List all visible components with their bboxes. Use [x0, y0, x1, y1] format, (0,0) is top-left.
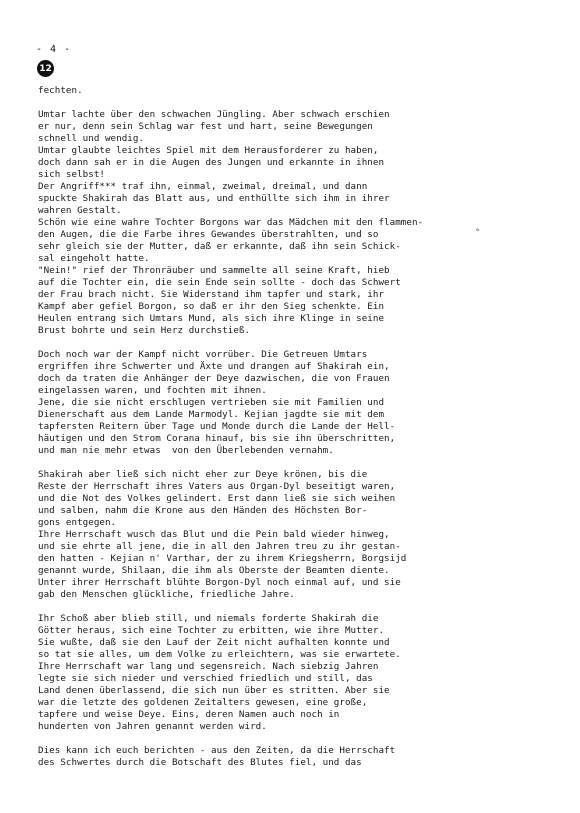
text-line: Land denen überlassend, die sich nun über es stritten. Aber sie	[38, 685, 390, 696]
text-line: doch da traten die Anhänger der Deye dazwischen, die von Frauen	[38, 373, 390, 384]
text-line: Götter heraus, sich eine Tochter zu erbitten, wie ihre Mutter.	[38, 625, 385, 636]
text-line: so tat sie alles, um dem Volke zu erleichtern, was sie erwartete.	[38, 649, 401, 660]
text-line: eingelassen waren, und fochten mit ihnen.	[38, 385, 267, 396]
text-line: Umtar glaubte leichtes Spiel mit dem Herausforderer zu haben,	[38, 145, 379, 156]
text-line: auf die Tochter ein, die sein Ende sein sollte - doch das Schwert	[38, 277, 401, 288]
page-badge: 12	[37, 60, 54, 77]
text-line: Sie wußte, daß sie den Lauf der Zeit nicht aufhalten konnte und	[38, 637, 390, 648]
text-line: Reste der Herrschaft ihres Vaters aus Organ-Dyl beseitigt waren,	[38, 481, 396, 492]
text-line: Shakirah aber ließ sich nicht eher zur Deye krönen, bis die	[38, 469, 368, 480]
text-line: und salben, nahm die Krone aus den Händen des Höchsten Bor-	[38, 505, 368, 516]
text-line: Umtar lachte über den schwachen Jüngling. Aber schwach erschien	[38, 109, 390, 120]
margin-mark: °	[475, 228, 481, 238]
text-line: "Nein!" rief der Thronräuber und sammelte all seine Kraft, hieb	[38, 265, 390, 276]
text-line: häutigen und den Strom Corana hinauf, bis sie ihn überschritten,	[38, 433, 396, 444]
text-line: des Schwertes durch die Botschaft des Blutes fiel, und das	[38, 757, 362, 768]
text-line: der Frau brach nicht. Sie Widerstand ihm tapfer und stark, ihr	[38, 289, 385, 300]
text-line: ergriffen ihre Schwerter und Äxte und drangen auf Shakirah ein,	[38, 361, 390, 372]
text-line: Heulen entrang sich Umtars Mund, als sich ihre Klinge in seine	[38, 313, 385, 324]
paragraph	[38, 109, 568, 337]
text-line: wahren Gestalt.	[38, 205, 122, 216]
text-line: gons entgegen.	[38, 517, 117, 528]
text-line: Ihr Schoß aber blieb still, und niemals forderte Shakirah die	[38, 613, 379, 624]
paragraph	[38, 85, 568, 97]
text-line: tapfersten Reitern über Tage und Monde durch die Lande der Hell-	[38, 421, 396, 432]
text-line: sehr gleich sie der Mutter, daß er erkannte, daß ihn sein Schick-	[38, 241, 401, 252]
text-line: Brust bohrte und sein Herz durchstieß.	[38, 325, 251, 336]
text-line: Kampf aber gefiel Borgon, so daß er ihr den Sieg schenkte. Ein	[38, 301, 385, 312]
text-line: Schön wie eine wahre Tochter Borgons war das Mädchen mit den flammen-	[38, 217, 424, 228]
text-line: doch dann sah er in die Augen des Jungen und erkannte in ihnen	[38, 157, 385, 168]
paragraph	[38, 613, 568, 733]
page-number: - 4 -	[36, 44, 72, 55]
text-line: Dienerschaft aus dem Lande Marmodyl. Kejian jagdte sie mit dem	[38, 409, 385, 420]
text-line: den hatten - Kejian n' Varthar, der zu ihrem Kriegsherrn, Borgsijd	[38, 553, 407, 564]
paragraph	[38, 745, 568, 769]
text-line: schnell und wendig.	[38, 133, 145, 144]
text-line: und sie ehrte all jene, die in all den Jahren treu zu ihr gestan-	[38, 541, 401, 552]
text-line: er nur, denn sein Schlag war fest und hart, seine Bewegungen	[38, 121, 373, 132]
text-line: gab den Menschen glückliche, friedliche Jahre.	[38, 589, 295, 600]
body-text	[38, 85, 568, 781]
text-line: Ihre Herrschaft war lang und segensreich. Nach siebzig Jahren	[38, 661, 379, 672]
text-line: Ihre Herrschaft wusch das Blut und die Pein bald wieder hinweg,	[38, 529, 390, 540]
text-line: fechten.	[38, 85, 83, 96]
text-line: Jene, die sie nicht erschlugen vertrieben sie mit Familien und	[38, 397, 385, 408]
text-line: Dies kann ich euch berichten - aus den Zeiten, da die Herrschaft	[38, 745, 396, 756]
text-line: Doch noch war der Kampf nicht vorrüber. Die Getreuen Umtars	[38, 349, 368, 360]
text-line: sal eingeholt hatte.	[38, 253, 150, 264]
text-line: sich selbst!	[38, 169, 105, 180]
text-line: Unter ihrer Herrschaft blühte Borgon-Dyl noch einmal auf, und sie	[38, 577, 401, 588]
text-line: den Augen, die die Farbe ihres Gewandes überstrahlten, und so	[38, 229, 379, 240]
text-line: tapfere und weise Deye. Eins, deren Namen auch noch in	[38, 709, 340, 720]
text-line: und man nie mehr etwas von den Überlebenden vernahm.	[38, 445, 334, 456]
text-line: und die Not des Volkes gelindert. Erst dann ließ sie sich weihen	[38, 493, 396, 504]
text-line: hunderten von Jahren genannt werden wird.	[38, 721, 267, 732]
text-line: legte sie sich nieder und verschied friedlich und still, das	[38, 673, 373, 684]
text-line: war die letzte des goldenen Zeitalters gewesen, eine große,	[38, 697, 368, 708]
text-line: genannt wurde, Shilaan, die ihm als Oberste der Beamten diente.	[38, 565, 390, 576]
paragraph	[38, 349, 568, 457]
text-line: Der Angriff*** traf ihn, einmal, zweimal, dreimal, und dann	[38, 181, 368, 192]
paragraph	[38, 469, 568, 601]
text-line: spuckte Shakirah das Blatt aus, und enthüllte sich ihm in ihrer	[38, 193, 390, 204]
